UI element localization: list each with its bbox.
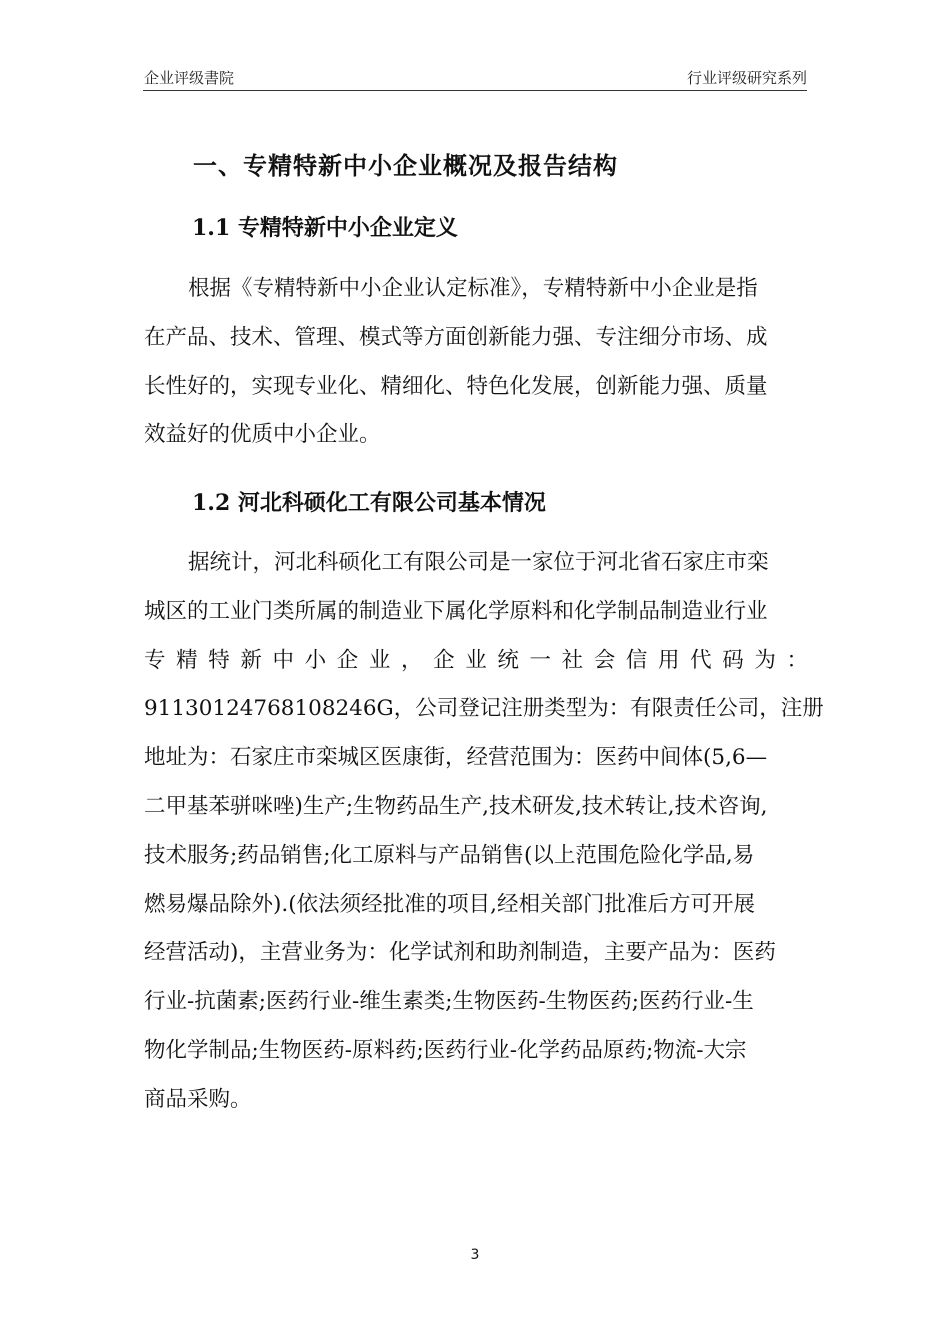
header-divider [143, 90, 807, 91]
header-right-title: 行业评级研究系列 [686, 69, 807, 87]
subsection-heading-1-1: 1.1 专精特新中小企业定义 [192, 215, 458, 241]
paragraph-line: 二甲基苯骈咪唑)生产;生物药品生产,技术研发,技术转让,技术咨询, [144, 793, 768, 819]
paragraph-definition [144, 265, 808, 460]
paragraph-line: 经营活动)，主营业务为：化学试剂和助剂制造，主要产品为：医药 [144, 940, 776, 966]
paragraph-line: 效益好的优质中小企业。 [144, 422, 381, 448]
paragraph-line: 长性好的，实现专业化、精细化、特色化发展，创新能力强、质量 [144, 373, 768, 399]
paragraph-line: 根据《专精特新中小企业认定标准》，专精特新中小企业是指 [188, 276, 758, 301]
paragraph-line: 商品采购。 [144, 1086, 252, 1112]
header-left-title: 企业评级書院 [144, 69, 235, 87]
paragraph-line: 物化学制品;生物医药-原料药;医药行业-化学药品原药;物流-大宗 [144, 1037, 747, 1063]
paragraph-line: 行业-抗菌素;医药行业-维生素类;生物医药-生物医药;医药行业-生 [144, 989, 754, 1015]
paragraph-line: 燃易爆品除外).(依法须经批准的项目,经相关部门批准后方可开展 [144, 891, 755, 917]
paragraph-line: 据统计，河北科硕化工有限公司是一家位于河北省石家庄市栾 [188, 550, 769, 575]
paragraph-line: 在产品、技术、管理、模式等方面创新能力强、专注细分市场、成 [144, 324, 768, 350]
paragraph-company-info [144, 539, 824, 1125]
page-number: 3 [470, 1247, 480, 1263]
paragraph-line: 91130124768108246G，公司登记注册类型为：有限责任公司，注册 [144, 696, 824, 722]
paragraph-line: 地址为：石家庄市栾城区医康街，经营范围为：医药中间体(5,6— [144, 745, 768, 771]
subsection-heading-1-2: 1.2 河北科硕化工有限公司基本情况 [192, 490, 546, 516]
paragraph-line: 城区的工业门类所属的制造业下属化学原料和化学制品制造业行业 [144, 598, 768, 624]
section-heading: 一、专精特新中小企业概况及报告结构 [193, 151, 618, 180]
paragraph-line: 专精特新中小企业，企业统一社会信用代码为： [144, 647, 808, 673]
paragraph-line: 技术服务;药品销售;化工原料与产品销售(以上范围危险化学品,易 [144, 842, 755, 868]
